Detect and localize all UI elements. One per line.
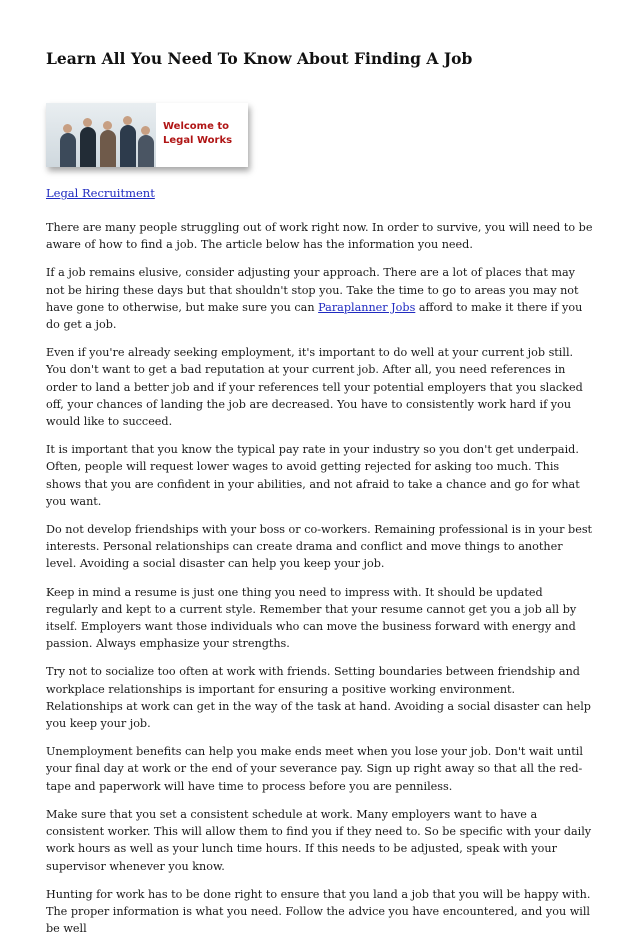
paragraph: Even if you're already seeking employment, it's important to do well at your current job still. You don't want to get a bad reputation at your current job. After all, you need references in order to land a better job and if your references tell your potential employers that you slacked off, your chances of landing the job are decreased. You have to consistently work hard if you would like to succeed. [46, 346, 583, 429]
article-body [46, 219, 594, 948]
paragraph: Try not to socialize too often at work with friends. Setting boundaries between friendship and workplace relationships is important for ensuring a positive working environment. Relationships at work can get in the way of the task at hand. Avoiding a social disaster can help you keep your job. [46, 665, 591, 731]
paragraph: It is important that you know the typical pay rate in your industry so you don't get underpaid. Often, people will request lower wages to avoid getting rejected for asking too much. This shows that you are confident in your abilities, and not afraid to take a chance and go for what you want. [46, 443, 580, 508]
paragraph: Hunting for work has to be done right to ensure that you land a job that you will be happy with. The proper information is what you need. Follow the advice you have encountered, and you will be well [46, 887, 591, 936]
paragraph: There are many people struggling out of work right now. In order to survive, you will need to be aware of how to find a job. The article below has the information you need. [46, 221, 593, 252]
paragraph-text: If a job remains elusive, consider adjusting your approach. There are a lot of places that may not be hiring these days but that shouldn't stop you. Take the time to go to areas you may not have gone to otherwise, but make sure you can [46, 266, 579, 314]
logo-line-2: Legal Works [163, 135, 233, 146]
legal-recruitment-link[interactable]: Legal Recruitment [46, 186, 155, 200]
paragraph [46, 264, 594, 333]
paragraph: Keep in mind a resume is just one thing you need to impress with. It should be updated regularly and kept to a current style. Remember that your resume cannot get you a job all by itself. Employers want those individuals who can move the business forward with energy and passion. Always emphasize your strengths. [46, 585, 577, 651]
page-title: Learn All You Need To Know About Finding A Job [46, 49, 473, 68]
logo-line-1: Welcome to [163, 121, 230, 132]
paragraph: Do not develop friendships with your boss or co-workers. Remaining professional is in your best interests. Personal relationships can create drama and conflict and move things to another level. Avoiding a social disaster can help you keep your job. [46, 523, 593, 571]
paragraph: Unemployment benefits can help you make ends meet when you lose your job. Don't wait until your final day at work or the end of your severance pay. Sign up right away so that all the red-tape and paperwork will have time to process before you are penniless. [46, 745, 583, 793]
paragraph-text: afford to make it there if you do get a job. [46, 300, 583, 332]
people-illustration [46, 103, 156, 167]
paragraph: Make sure that you set a consistent schedule at work. Many employers want to have a consistent worker. This will allow them to find you if they need to. So be specific with your daily work hours as well as your lunch time hours. If this needs to be adjusted, speak with your supervisor whenever you know. [46, 807, 592, 873]
paraplanner-jobs-link[interactable]: Paraplanner Jobs [318, 300, 416, 314]
logo-text [163, 120, 247, 148]
logo-image [46, 103, 248, 167]
